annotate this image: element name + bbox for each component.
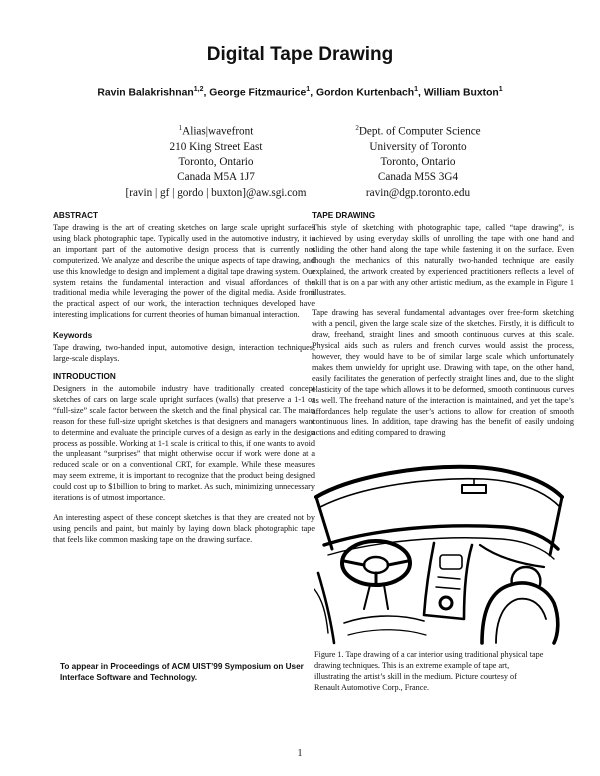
author-name: Ravin Balakrishnan bbox=[97, 87, 194, 99]
author-separator: , bbox=[418, 87, 424, 99]
proceedings-note: To appear in Proceedings of ACM UIST’99 Symposium on User Interface Software and Technology. bbox=[60, 662, 304, 682]
author-name: William Buxton bbox=[423, 87, 499, 99]
author-list bbox=[0, 86, 600, 98]
affil-line: Toronto, Ontario bbox=[380, 156, 456, 169]
abstract-heading: ABSTRACT bbox=[53, 211, 99, 220]
affil-mark: 2 bbox=[355, 124, 359, 132]
introduction-heading: INTRODUCTION bbox=[53, 371, 116, 381]
left-column bbox=[53, 210, 315, 546]
keywords-heading: Keywords bbox=[53, 331, 93, 341]
affil-line: Dept. of Computer Science bbox=[358, 125, 481, 138]
affil-line: Alias|wavefront bbox=[182, 125, 254, 138]
affil-line: University of Toronto bbox=[369, 140, 467, 153]
author-separator: , bbox=[203, 87, 210, 99]
keywords-text: Tape drawing, two-handed input, automotive design, interaction techniques, large-scale displays. bbox=[53, 343, 315, 364]
tape-drawing-paragraph: This style of sketching with photographic tape, called “tape drawing”, is achieved by using everyday skills of unrolling the tape with one hand and sliding the other hand along the tape while fastening it on the surface. Even though the mechanics of this naturally two-handed technique are easily explained, the artwork created by experienced practitioners reflects a level of skill that is on a par with any other artistic medium, as the example in Figure 1 illustrates. bbox=[312, 223, 574, 298]
right-column bbox=[312, 210, 574, 439]
author-affil-mark: 1 bbox=[414, 86, 419, 93]
tape-drawing-heading: TAPE DRAWING bbox=[312, 211, 376, 220]
affil-email: ravin@dgp.toronto.edu bbox=[365, 186, 471, 199]
author-name: George Fitzmaurice bbox=[209, 87, 307, 99]
author-affil-mark: 1,2 bbox=[193, 86, 204, 93]
tape-drawing-paragraph: Tape drawing has several fundamental advantages over free-form sketching with a pencil, given the large scale size of the sketches. Firstly, it is difficult to draw, freehand, straight lines and smooth continuous curves at this scale. Physical aids such as rulers and french curves would assist the process, however, they would have to be of similar large scale which unfortunately makes them unwieldy for upright use. Drawing with tape, on the other hand, easily facilitates the generation of perfectly straight lines and, due to the slight elasticity of the tape which allows it to be deformed, smooth continuous curves as well. The freehand nature of the interaction is maintained, and yet the tape’s affordances help regulate the user’s actions to allow for creation of smooth continuous lines. In addition, tape drawing has the benefit of easily undoing actions and editing compared to drawing bbox=[312, 308, 574, 438]
affil-line: Canada M5S 3G4 bbox=[377, 171, 459, 184]
author-affil-mark: 1 bbox=[306, 86, 311, 93]
affil-line: 210 King Street East bbox=[169, 140, 263, 153]
author-name: Gordon Kurtenbach bbox=[315, 87, 415, 99]
affiliation-toronto bbox=[298, 121, 538, 201]
figure-caption: Figure 1. Tape drawing of a car interior using traditional physical tape drawing techniques. This is an extreme example of tape art, illustrating the artist’s skill in the medium. Picture courtesy of Renault Automotive Corp., France. bbox=[314, 650, 544, 692]
affil-line: Canada M5A 1J7 bbox=[177, 171, 255, 184]
paper-title: Digital Tape Drawing bbox=[206, 44, 394, 65]
figure-car-interior bbox=[314, 463, 564, 645]
introduction-paragraph: Designers in the automobile industry have traditionally created concept sketches of cars on large scale upright surfaces (walls) that preserve a 1-1 or “full-size” scale factor between the sketch and the final physical car. The main reason for these full-size upright sketches is that designers and managers want to determine and evaluate the principle curves of a design as early in the design process as possible. Working at 1-1 scale is critical to this, if one wants to avoid the unpleasant “surprises” that might otherwise occur if work were done at a reduced scale or on a conventional CRT, for example. While these measures may seem extreme, it is important to recognize that the product being designed could cost up to $1billion to bring to market. As such, minimizing unnecessary iterations is of utmost importance. bbox=[53, 383, 315, 503]
abstract-text: Tape drawing is the art of creating sketches on large scale upright surfaces using black photographic tape. Typically used in the automotive industry, it is an important part of the automotive design process that is currently not computerized. We analyze and describe the unique aspects of tape drawing, and use this knowledge to design and implement a digital tape drawing system. Our system retains the fundamental interaction and visual affordances of the traditional media while leveraging the power of the digital media. Aside from the practical aspect of our work, the interaction techniques developed have interesting implications for current theories of human bimanual interaction. bbox=[53, 223, 315, 320]
affil-email: [ravin | gf | gordo | buxton]@aw.sgi.com bbox=[125, 186, 307, 199]
affil-line: Toronto, Ontario bbox=[178, 156, 254, 169]
affil-mark: 1 bbox=[178, 124, 183, 132]
car-interior-illustration bbox=[314, 463, 564, 645]
page-number: 1 bbox=[297, 748, 303, 759]
introduction-paragraph: An interesting aspect of these concept sketches is that they are created not by using pencils and paint, but mainly by laying down black photographic tape that feels like common masking tape on the drawing surface. bbox=[53, 512, 315, 544]
author-affil-mark: 1 bbox=[498, 86, 503, 93]
author-separator: , bbox=[310, 87, 316, 99]
